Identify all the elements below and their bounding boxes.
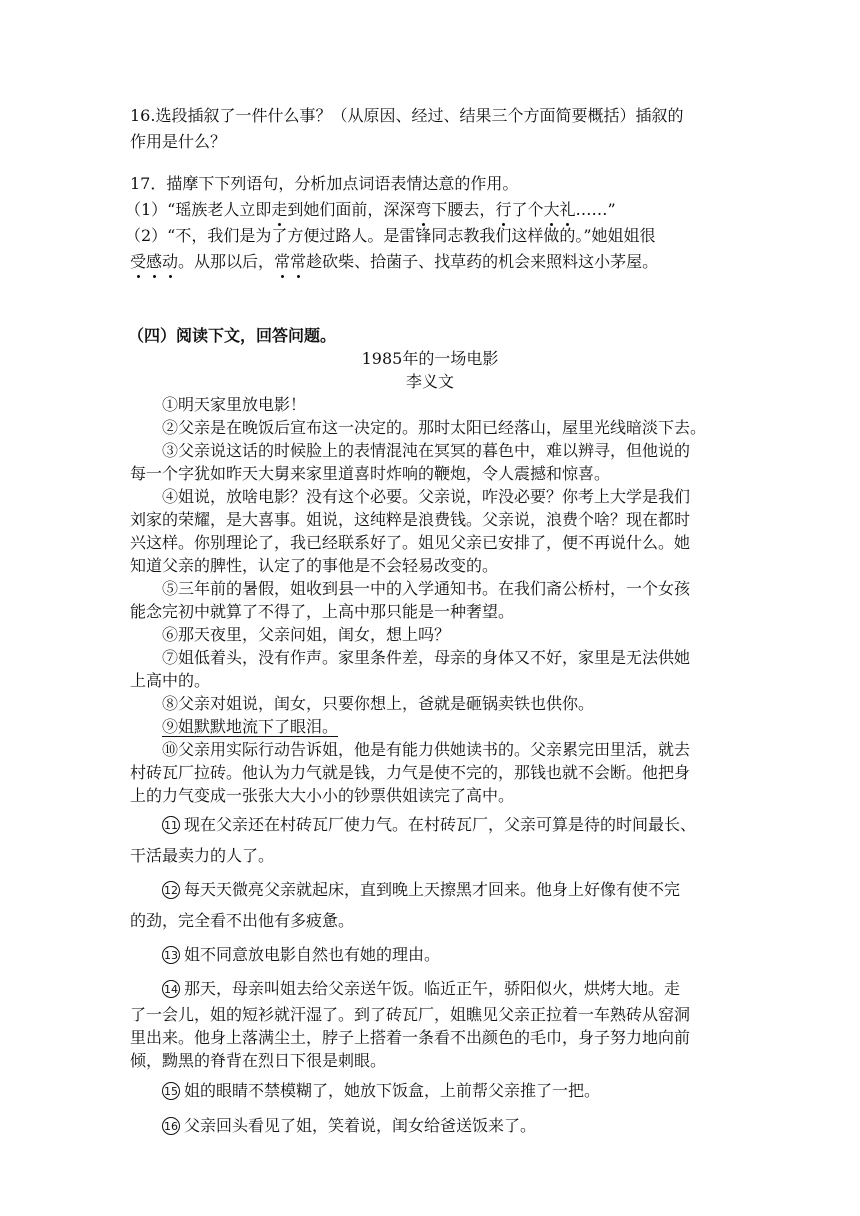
circled-number: 11 xyxy=(162,816,180,834)
paragraph-15: 15 姐的眼睛不禁模糊了，她放下饭盒，上前帮父亲推了一把。 xyxy=(164,1081,601,1100)
paragraph-3-line-1: ③父亲说这话的时候脸上的表情混沌在冥冥的暮色中，难以辨寻，但他说的 xyxy=(162,441,691,460)
article-author: 李义文 xyxy=(405,372,454,391)
circled-number: 16 xyxy=(162,1117,180,1135)
q17-sentence-2-line-2: 受感动。从那以后，常常趁砍柴、拾菌子、找草药的机会来照料这小茅屋。 xyxy=(130,252,659,271)
paragraph-13: 13 姐不同意放电影自然也有她的理由。 xyxy=(164,945,441,964)
paragraph-8: ⑧父亲对姐说，闺女，只要你想上，爸就是砸锅卖铁也供你。 xyxy=(162,694,595,713)
dotted-word: 感 xyxy=(146,252,163,271)
paragraph-11-line-2: 干活最卖力的人了。 xyxy=(130,846,275,865)
paragraph-4-line-1: ④姐说，放啥电影？没有这个必要。父亲说，咋没必要？你考上大学是我们 xyxy=(162,487,691,506)
dotted-word: 常 xyxy=(290,252,307,271)
paragraph-10-line-3: 上的力气变成一张张大大小小的钞票供姐读完了高中。 xyxy=(130,786,515,805)
paragraph-1: ①明天家里放电影！ xyxy=(162,395,307,414)
dotted-word: 行 xyxy=(495,200,512,219)
paragraph-4-line-4: 知道父亲的脾性，认定了的事他是不会轻易改变的。 xyxy=(130,556,499,575)
paragraph-9 xyxy=(162,716,338,738)
circled-number: 12 xyxy=(162,881,180,899)
paragraph-11-line-1: 11 现在父亲还在村砖瓦厂使力气。在村砖瓦厂，父亲可算是待的时间最长、 xyxy=(164,815,697,834)
paragraph-12-line-1: 12 每天天微亮父亲就起床，直到晚上天擦黑才回来。他身上好像有使不完 xyxy=(164,880,681,899)
paragraph-12-line-2: 的劲，完全看不出他有多疲惫。 xyxy=(130,911,355,930)
underlined-sentence: ⑨姐默默地流下了眼泪。 xyxy=(162,717,339,736)
dotted-word: 常 xyxy=(274,252,291,271)
paragraph-14-line-4: 倾，黝黑的脊背在烈日下很是刺眼。 xyxy=(130,1051,387,1070)
dotted-word: 弯 xyxy=(415,200,432,219)
q17-sentence-1: （1）“瑶族老人立即走到她们面前，深深弯下腰去，行了个大礼……” xyxy=(125,200,616,219)
section-heading: （四）阅读下文，回答问题。 xyxy=(128,326,337,345)
dotted-word: 大 xyxy=(543,200,560,219)
q17-stem: 17．描摩下下列语句，分析加点词语表情达意的作用。 xyxy=(130,174,519,193)
paragraph-14-line-2: 了一会儿，姐的短衫就汗湿了。到了砖瓦厂，姐瞧见父亲正拉着一车熟砖从窑洞 xyxy=(130,1005,691,1024)
dotted-word: 走 xyxy=(271,200,288,219)
circled-number: 13 xyxy=(162,946,180,964)
dotted-word: 受 xyxy=(130,252,147,271)
paragraph-3-line-2: 每一个字犹如昨天大舅来家里道喜时炸响的鞭炮，令人震撼和惊喜。 xyxy=(130,464,611,483)
q16-line-1: 16.选段插叙了一件什么事？（从原因、经过、结果三个方面简要概括）插叙的 xyxy=(130,106,684,125)
dotted-word: 礼 xyxy=(559,200,576,219)
paragraph-16: 16 父亲回头看见了姐，笑着说，闺女给爸送饭来了。 xyxy=(164,1116,537,1135)
paragraph-4-line-3: 兴这样。你别理论了，我已经联系好了。姐见父亲已安排了，便不再说什么。她 xyxy=(130,533,691,552)
paragraph-6: ⑥那天夜里，父亲问姐，闺女，想上吗？ xyxy=(162,625,451,644)
paragraph-10-line-2: 村砖瓦厂拉砖。他认为力气就是钱，力气是使不完的，那钱也就不会断。他把身 xyxy=(130,763,691,782)
paragraph-2: ②父亲是在晚饭后宣布这一决定的。那时太阳已经落山，屋里光线暗淡下去。 xyxy=(162,418,707,437)
paragraph-4-line-2: 刘家的荣耀，是大喜事。姐说，这纯粹是浪费钱。父亲说，浪费个啥？现在都时 xyxy=(130,510,691,529)
paragraph-5-line-1: ⑤三年前的暑假，姐收到县一中的入学通知书。在我们斋公桥村，一个女孩 xyxy=(162,579,691,598)
paragraph-7-line-1: ⑦姐低着头，没有作声。家里条件差，母亲的身体又不好，家里是无法供她 xyxy=(162,648,691,667)
paragraph-7-line-2: 上高中的。 xyxy=(130,671,211,690)
q16-line-2: 作用是什么？ xyxy=(130,132,227,151)
circled-number: 14 xyxy=(162,980,180,998)
article-title: 1985年的一场电影 xyxy=(361,349,499,368)
dotted-word: 动 xyxy=(162,252,179,271)
circled-number: 15 xyxy=(162,1082,180,1100)
paragraph-14-line-3: 里出来。他身上落满尘土，脖子上搭着一条看不出颜色的毛巾，身子努力地向前 xyxy=(130,1028,691,1047)
paragraph-10-line-1: ⑩父亲用实际行动告诉姐，他是有能力供她读书的。父亲累完田里活，就去 xyxy=(162,740,691,759)
paragraph-14-line-1: 14 那天，母亲叫姐去给父亲送午饭。临近正午，骄阳似火，烘烤大地。走 xyxy=(164,979,681,998)
q17-sentence-2-line-1: （2）“不，我们是为了方便过路人。是雷锋同志教我们这样做的。”她姐姐很 xyxy=(125,226,656,245)
paragraph-5-line-2: 能念完初中就算了不得了，上高中那只能是一种奢望。 xyxy=(130,602,515,621)
